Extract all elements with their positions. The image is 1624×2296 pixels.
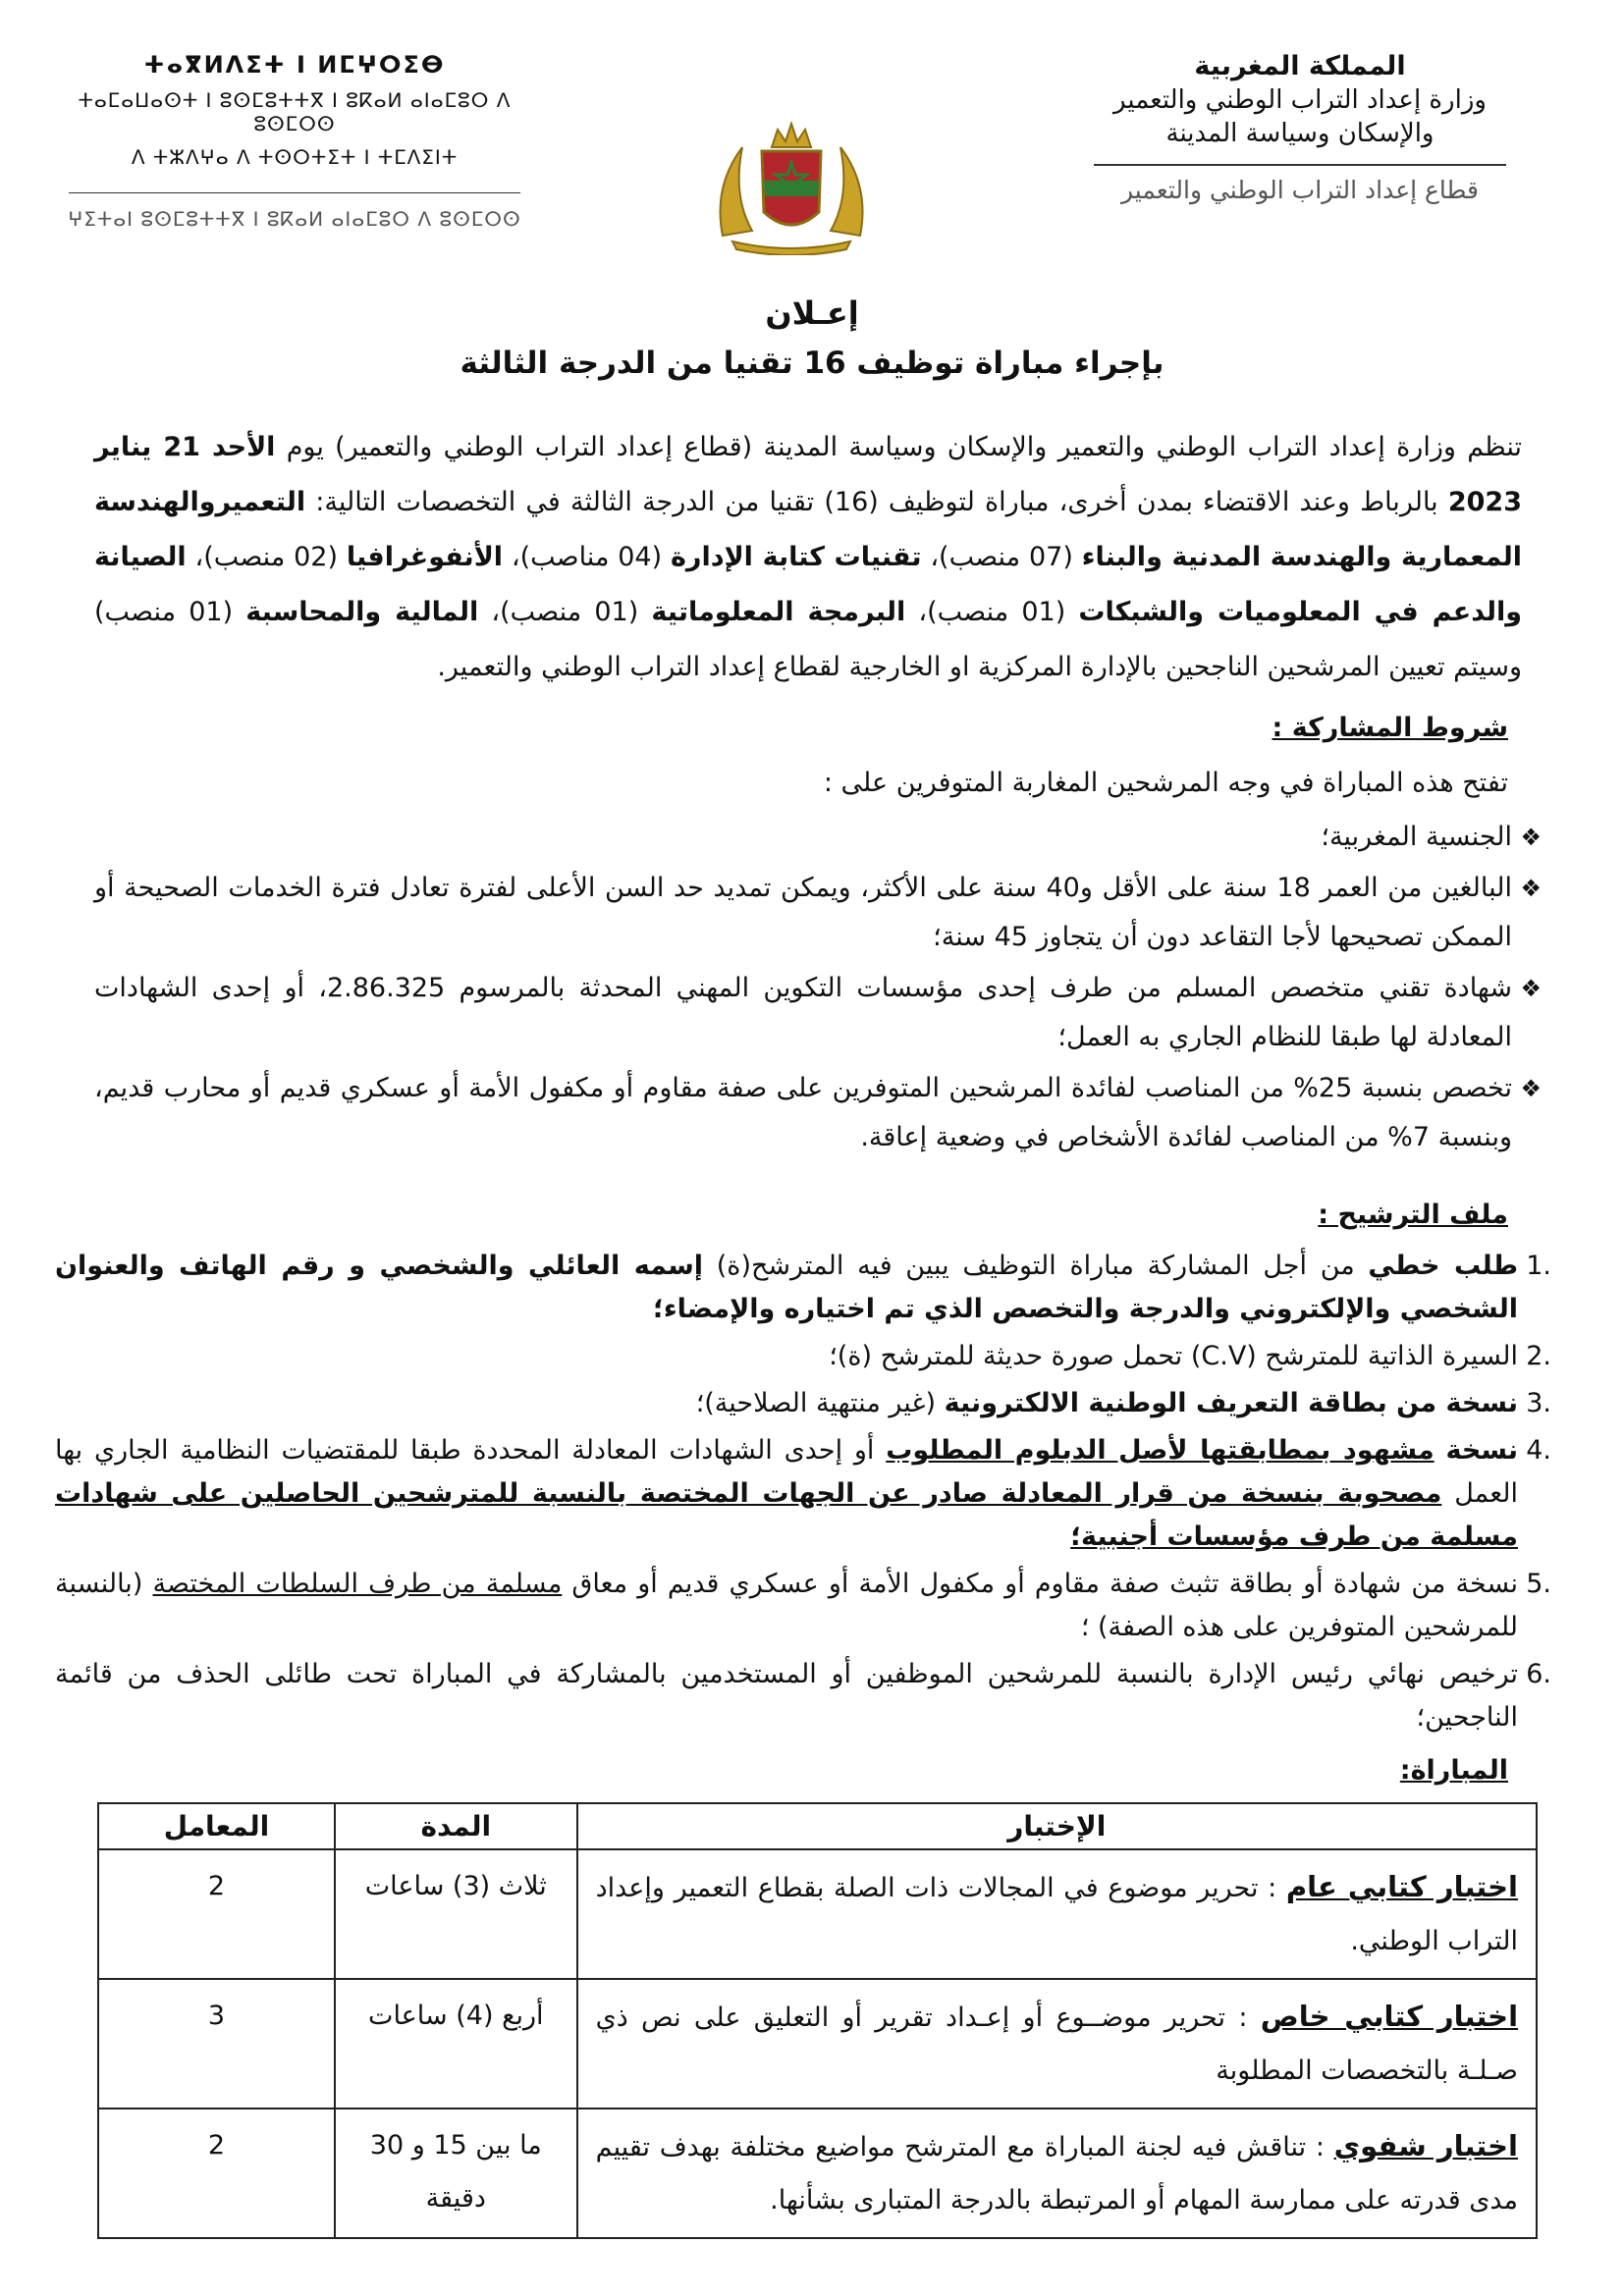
test-name: اختبار شفوي xyxy=(1333,2129,1518,2163)
item-1-text: من أجل المشاركة مباراة التوظيف يبين فيه المترشح(ة) xyxy=(703,1251,1369,1281)
kingdom-name: المملكة المغربية xyxy=(1194,51,1406,81)
list-item xyxy=(55,1382,1551,1425)
title-line-1: إعـلان xyxy=(765,294,859,332)
item-number: .3 xyxy=(1526,1388,1551,1418)
coef-cell: 2 xyxy=(98,1849,335,1979)
list-item xyxy=(94,964,1542,1062)
file-heading: ملف الترشيح : xyxy=(1318,1200,1508,1230)
intro-text-2: بالرباط وعند الاقتضاء بمدن أخرى، مباراة لتوظيف (16) تقنيا من الدرجة الثالثة في التخصصات التالية: xyxy=(305,487,1448,517)
list-item xyxy=(94,1064,1542,1162)
condition-text: البالغين من العمر 18 سنة على الأقل و40 سنة على الأكثر، ويمكن تمديد حد السن الأعلى لفترة تعادل فترة الخدمات الصحيحة أو الممكن تصحيحها لأجا التقاعد دون أن يتجاوز 45 سنة؛ xyxy=(94,873,1512,952)
intro-paragraph xyxy=(94,420,1522,695)
tifinagh-ministry-line-2: ⴷ ⵜⵣⴷⵖⴰ ⴷ ⵜⵙⵔⵜⵉⵜ ⵏ ⵜⵎⴷⵉⵏⵜ xyxy=(131,145,459,169)
item-number: .2 xyxy=(1526,1341,1551,1371)
specialty-6-count: (01 منصب) xyxy=(94,597,246,627)
col-test-header: الإختبار xyxy=(577,1803,1537,1849)
list-item xyxy=(55,1245,1551,1331)
table-row xyxy=(98,2109,1537,2238)
specialty-4: الصيانة والدعم في المعلوميات والشبكات xyxy=(94,542,1523,627)
specialty-1-count: (07 منصب)، xyxy=(921,542,1082,572)
specialty-1: التعميروالهندسة المعمارية والهندسة المدنية والبناء xyxy=(94,487,1522,572)
arabic-header xyxy=(1074,51,1526,204)
tifinagh-divider xyxy=(69,192,520,193)
duration-cell: أربع (4) ساعات xyxy=(335,1979,577,2109)
table-header-row xyxy=(98,1803,1537,1849)
test-name: اختبار كتابي عام xyxy=(1285,1870,1518,1903)
item-5-text-2: (بالنسبة للمرشحين المتوفرين على هذه الصفة) ؛ xyxy=(55,1569,1518,1642)
header-divider xyxy=(1094,164,1506,166)
specialty-2-count: (04 مناصب)، xyxy=(503,542,671,572)
coat-of-arms-icon xyxy=(703,118,880,255)
test-name: اختبار كتابي خاص xyxy=(1260,2000,1519,2033)
item-4-underlined: مشهود بمطابقتها لأصل الدبلوم المطلوب xyxy=(886,1435,1435,1466)
condition-text: الجنسية المغربية؛ xyxy=(1321,822,1512,852)
col-duration-header: المدة xyxy=(335,1803,577,1849)
specialty-3: الأنفوغرافيا xyxy=(346,542,504,572)
announcement-title xyxy=(0,294,1624,381)
sector-name: قطاع إعداد التراب الوطني والتعمير xyxy=(1120,176,1479,204)
ministry-line-1: وزارة إعداد التراب الوطني والتعمير xyxy=(1113,85,1487,115)
ministry-line-2: والإسكان وسياسة المدينة xyxy=(1165,119,1435,148)
test-cell xyxy=(577,2109,1537,2238)
list-item xyxy=(55,1335,1551,1378)
specialty-2: تقنيات كتابة الإدارة xyxy=(670,542,922,572)
test-desc: : تحرير موضوع في المجالات ذات الصلة بقطاع التعمير وإعداد التراب الوطني. xyxy=(595,1873,1518,1956)
conditions-lead: تفتح هذه المباراة في وجه المرشحين المغاربة المتوفرين على : xyxy=(823,768,1508,798)
diamond-bullet-icon: ❖ xyxy=(1520,975,1542,1002)
duration-cell: ما بين 15 و 30 دقيقة xyxy=(335,2109,577,2238)
tifinagh-kingdom: ⵜⴰⴳⵍⴷⵉⵜ ⵏ ⵍⵎⵖⵔⵉⴱ xyxy=(143,51,446,79)
diamond-bullet-icon: ❖ xyxy=(1520,875,1542,902)
item-2-text: السيرة الذاتية للمترشح (C.V) تحمل صورة حديثة للمترشح (ة)؛ xyxy=(829,1341,1518,1371)
coef-cell: 3 xyxy=(98,1979,335,2109)
specialty-5: البرمجة المعلوماتية xyxy=(651,597,906,627)
specialty-3-count: (02 منصب)، xyxy=(186,542,347,572)
intro-text-1: تنظم وزارة إعداد التراب الوطني والتعمير والإسكان وسياسة المدينة (قطاع إعداد التراب الوطني والتعمير) يوم xyxy=(275,432,1522,462)
duration-cell: ثلاث (3) ساعات xyxy=(335,1849,577,1979)
exam-date: الأحد 21 يناير 2023 xyxy=(94,432,1522,517)
specialty-4-count: (01 منصب)، xyxy=(905,597,1079,627)
item-number: .5 xyxy=(1526,1569,1551,1599)
item-5-underlined: مسلمة من طرف السلطات المختصة xyxy=(152,1569,563,1599)
table-row xyxy=(98,1979,1537,2109)
list-item xyxy=(94,813,1542,862)
tifinagh-ministry-line-1: ⵜⴰⵎⴰⵡⴰⵙⵜ ⵏ ⵓⵙⵎⵓⵜⵜⴳ ⵏ ⵓⴽⴰⵍ ⴰⵏⴰⵎⵓⵔ ⴷ ⵓⵙⵎⵔⵙ xyxy=(78,88,512,135)
exam-table xyxy=(97,1802,1538,2239)
list-item xyxy=(94,864,1542,962)
item-3-text: (غير منتهية الصلاحية)؛ xyxy=(695,1388,945,1418)
test-cell xyxy=(577,1849,1537,1979)
item-number: .1 xyxy=(1526,1251,1551,1281)
specialty-5-count: (01 منصب)، xyxy=(478,597,652,627)
col-coef-header: المعامل xyxy=(98,1803,335,1849)
item-4-bold-underlined: مصحوبة بنسخة من قرار المعادلة صادر عن الجهات المختصة بالنسبة للمترشحين الحاصلين على شهادات مسلمة من طرف مؤسسات أجنبية؛ xyxy=(55,1478,1518,1552)
specialty-6: المالية والمحاسبة xyxy=(245,597,479,627)
condition-text: تخصص بنسبة 25% من المناصب لفائدة المرشحين المتوفرين على صفة مقاوم أو مكفول الأمة أو عسكري قديم أو محارب قديم، وبنسبة 7% من المناصب لفائدة الأشخاص في وضعية إعاقة. xyxy=(94,1073,1512,1152)
item-1-bold-2: إسمه العائلي والشخصي و رقم الهاتف والعنوان الشخصي والإلكتروني والدرجة والتخصص الذي تم اختياره والإمضاء؛ xyxy=(55,1251,1518,1324)
item-4-text: أو إحدى الشهادات المعادلة المحددة طبقا للمقتضيات النظامية الجاري بها العمل xyxy=(55,1435,1518,1509)
item-5-text: نسخة من شهادة أو بطاقة تثبث صفة مقاوم أو مكفول الأمة أو عسكري قديم أو معاق xyxy=(562,1569,1518,1599)
item-1-bold: طلب خطي xyxy=(1368,1251,1519,1281)
diamond-bullet-icon: ❖ xyxy=(1520,1075,1542,1102)
list-item xyxy=(55,1429,1551,1559)
test-desc: : تناقش فيه لجنة المباراة مع المترشح مواضيع مختلفة بهدف تقييم مدى قدرته على ممارسة المهام أو المرتبطة بالدرجة المتبارى بشأنها. xyxy=(595,2132,1518,2216)
coef-cell: 2 xyxy=(98,2109,335,2238)
conditions-list xyxy=(94,813,1542,1164)
test-cell xyxy=(577,1979,1537,2109)
list-item xyxy=(55,1653,1551,1739)
tifinagh-header xyxy=(59,51,530,231)
exam-heading: المباراة: xyxy=(1399,1755,1508,1786)
file-list xyxy=(55,1245,1551,1743)
item-4-bold: نسخة xyxy=(1445,1435,1518,1466)
item-number: .6 xyxy=(1526,1659,1551,1689)
tifinagh-sector: ⵖⵉⵜⴰⵏ ⵓⵙⵎⵓⵜⵜⴳ ⵏ ⵓⴽⴰⵍ ⴰⵏⴰⵎⵓⵔ ⴷ ⵓⵙⵎⵔⵙ xyxy=(68,207,521,231)
table-row xyxy=(98,1849,1537,1979)
item-number: .4 xyxy=(1526,1435,1551,1466)
item-3-bold: نسخة من بطاقة التعريف الوطنية الالكترونية xyxy=(944,1388,1518,1418)
item-6-text: ترخيص نهائي رئيس الإدارة بالنسبة للمرشحين الموظفين أو المستخدمين بالمشاركة في المباراة تحت طائلى الحذف من قائمة الناجحين؛ xyxy=(55,1659,1518,1733)
diamond-bullet-icon: ❖ xyxy=(1520,824,1542,851)
title-line-2: بإجراء مباراة توظيف 16 تقنيا من الدرجة الثالثة xyxy=(460,346,1164,381)
test-desc: : تحرير موضــوع أو إعـداد تقرير أو التعليق على نص ذي صـلـة بالتخصصات المطلوبة xyxy=(595,2002,1518,2086)
list-item xyxy=(55,1563,1551,1649)
intro-text-3: وسيتم تعيين المرشحين الناجحين بالإدارة المركزية او الخارجية لقطاع إعداد التراب الوطني والتعمير. xyxy=(437,652,1522,682)
conditions-heading: شروط المشاركة : xyxy=(1272,713,1508,743)
condition-text: شهادة تقني متخصص المسلم من طرف إحدى مؤسسات التكوين المهني المحدثة بالمرسوم 2.86.325، أو إحدى الشهادات المعادلة لها طبقا للنظام الجاري به العمل؛ xyxy=(94,973,1512,1052)
